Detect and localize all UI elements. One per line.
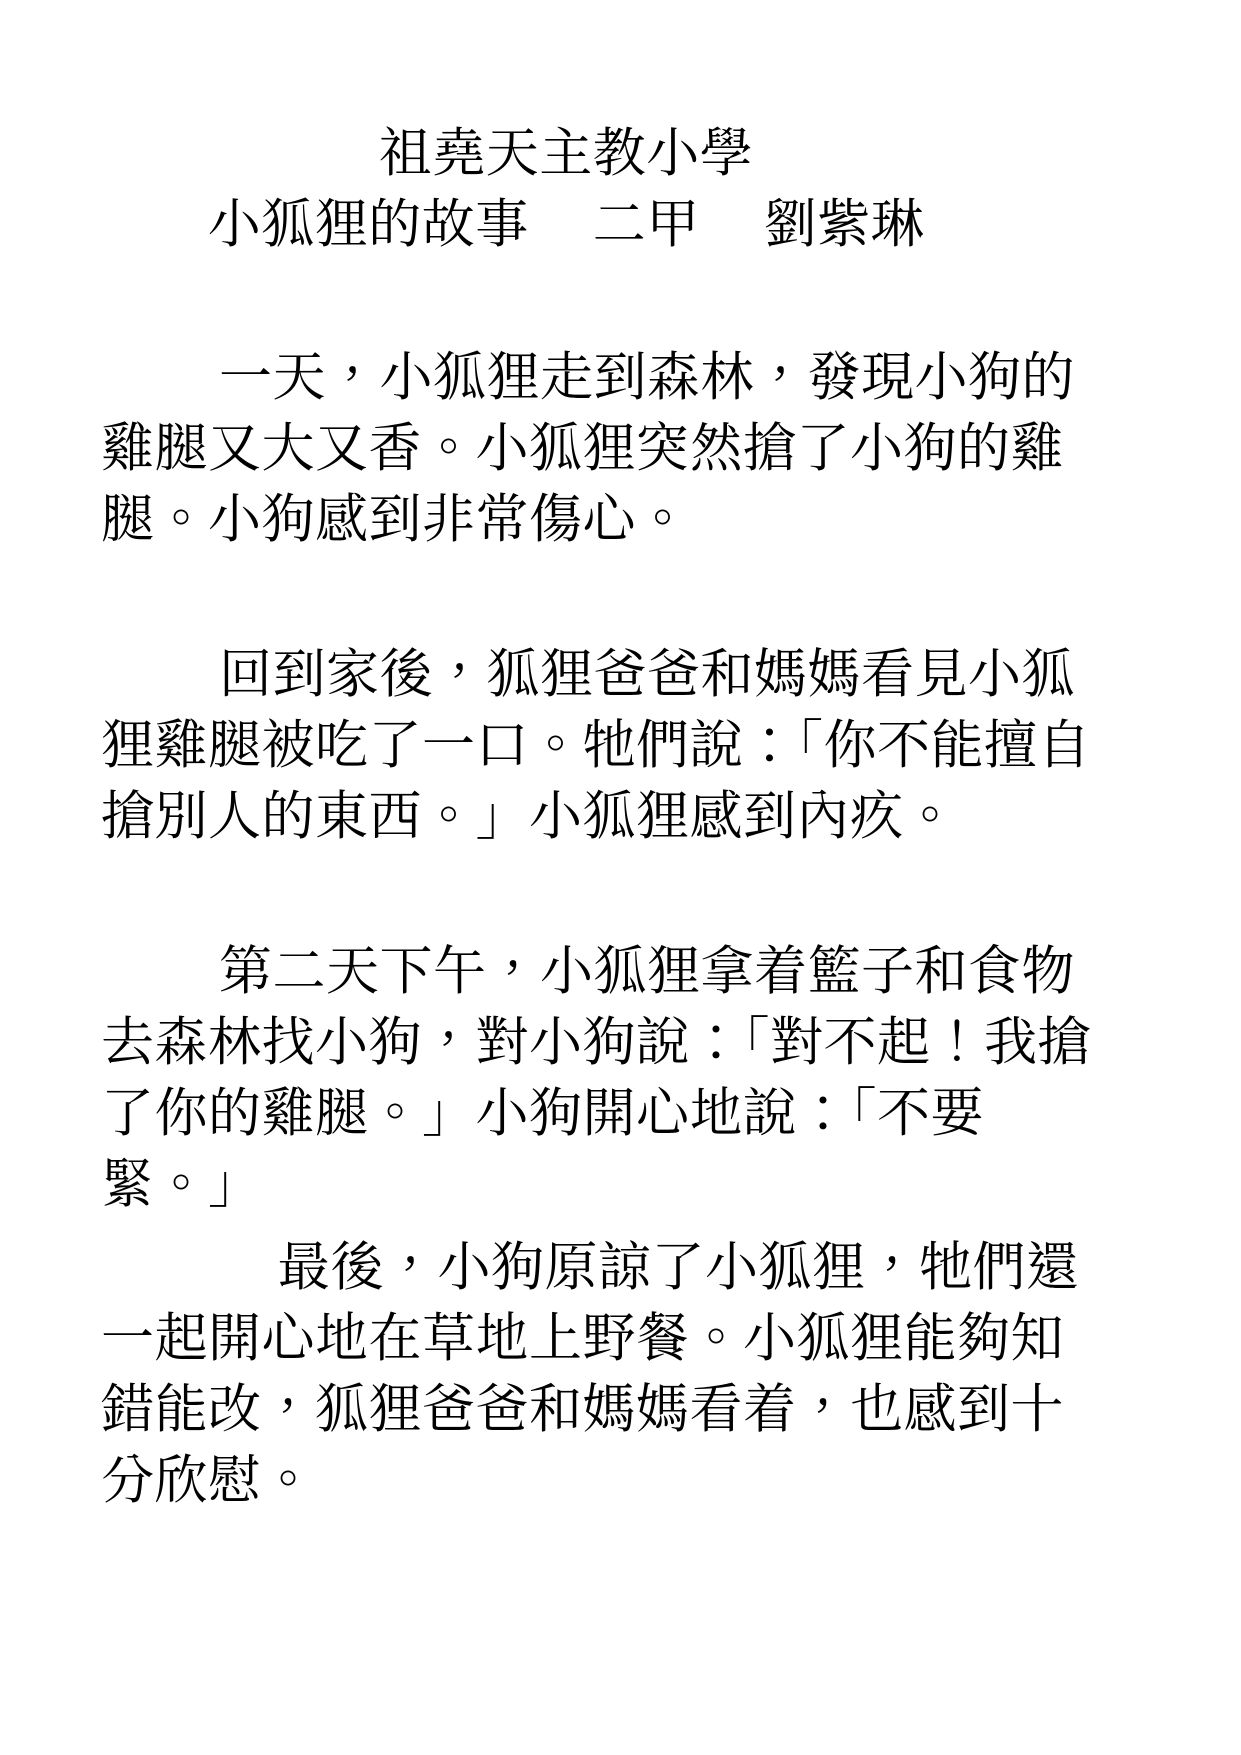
school-name: 祖堯天主教小學 [378,123,754,184]
story-paragraph-1 [101,342,1145,555]
story-body [101,342,1145,1516]
story-line: 去森林找小狗，對小狗說：「對不起！我搶 [101,1012,1091,1073]
story-line: 雞腿又大又香。小狐狸突然搶了小狗的雞 [101,418,1064,479]
document-title-line [44,189,1088,260]
story-line: 搶別人的東西。」小狐狸感到內疚。 [101,786,957,847]
author-name: 劉紫琳 [763,194,925,255]
story-line: 最後，小狗原諒了小狐狸，牠們還 [277,1237,1080,1298]
story-line: 第二天下午，小狐狸拿着籃子和食物 [219,941,1075,1002]
story-line: 一起開心地在草地上野餐。小狐狸能夠知 [101,1308,1064,1369]
story-line: 狸雞腿被吃了一口。牠們說：「你不能擅自 [101,715,1091,776]
story-line: 腿。小狗感到非常傷心。 [101,489,690,550]
story-title: 小狐狸的故事 [207,194,529,255]
document-header [44,118,1088,260]
story-paragraph-4 [101,1232,1145,1516]
story-line: 一天，小狐狸走到森林，發現小狗的 [219,347,1075,408]
class-name: 二甲 [592,194,700,255]
story-line: 了你的雞腿。」小狗開心地說：「不要 [101,1083,984,1144]
story-line: 緊。」 [101,1154,262,1215]
story-paragraph-2 [101,639,1145,852]
story-line: 回到家後，狐狸爸爸和媽媽看見小狐 [219,644,1075,705]
story-paragraph-3 [101,936,1145,1220]
story-line: 錯能改，狐狸爸爸和媽媽看着，也感到十 [101,1379,1064,1440]
story-line: 分欣慰。 [101,1450,315,1511]
